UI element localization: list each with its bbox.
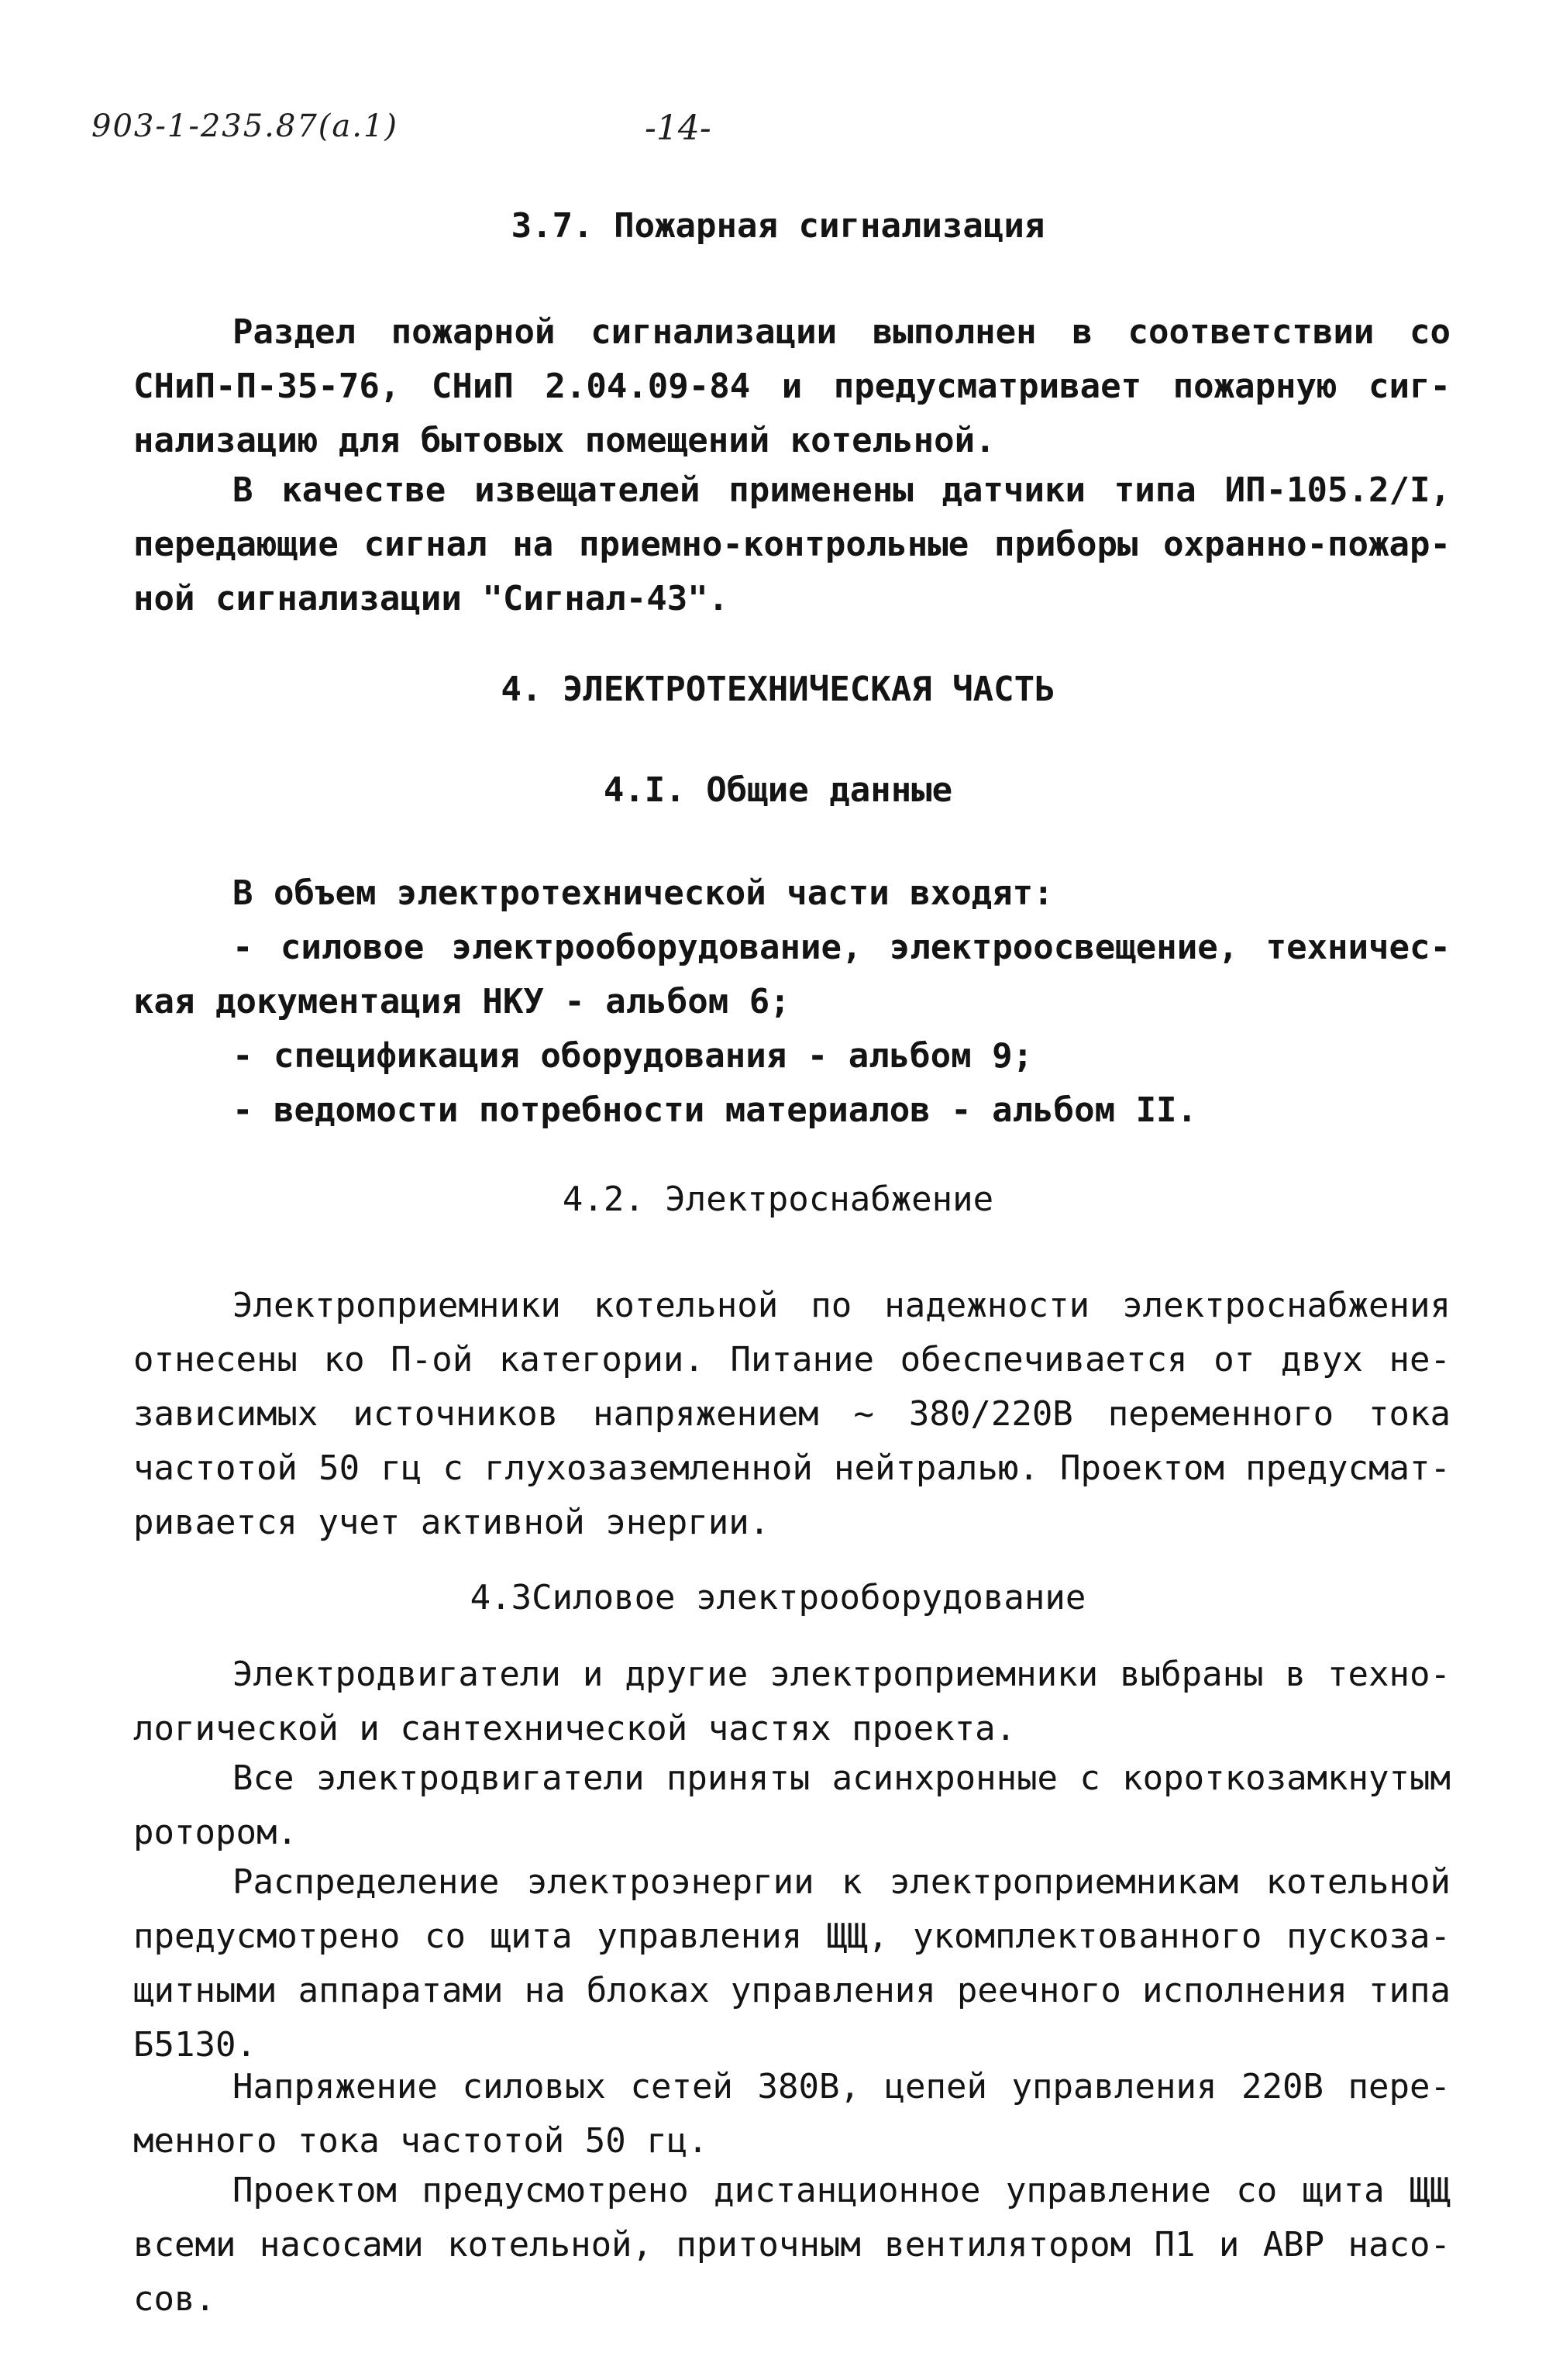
paragraph-remote-control — [133, 2164, 1451, 2327]
paragraph-general-data — [133, 866, 1451, 1138]
text-line: Напряжение силовых сетей 380В, цепей управления 220В пере- — [232, 2067, 1451, 2106]
text-line: всеми насосами котельной, приточным вентилятором П1 и АВР насо- — [133, 2225, 1451, 2265]
text-line: В объем электротехнической части входят: — [232, 873, 1054, 913]
text-line: кая документация НКУ - альбом 6; — [133, 982, 790, 1021]
section-heading-4-1: 4.I. Общие данные — [603, 770, 953, 810]
paragraph-motors-selection — [133, 1648, 1451, 1756]
text-line: Электроприемники котельной по надежности электроснабжения — [232, 1286, 1451, 1325]
text-line: частотой 50 гц с глухозаземленной нейтралью. Проектом предусмат- — [133, 1448, 1451, 1488]
text-line: Распределение электроэнергии к электроприемникам котельной — [232, 1862, 1451, 1902]
text-line: Б5130. — [133, 2025, 256, 2065]
document-code: 903-1-235.87(а.1) — [91, 108, 399, 144]
text-line: предусмотрено со щита управления ЩЩ, укомплектованного пускоза- — [133, 1917, 1451, 1956]
text-line: Электродвигатели и другие электроприемники выбраны в техно- — [232, 1655, 1451, 1694]
section-heading-4-2: 4.2. Электроснабжение — [562, 1180, 994, 1219]
text-line: Раздел пожарной сигнализации выполнен в соответствии со — [232, 312, 1451, 352]
section-heading-4-3: 4.3Силовое электрооборудование — [470, 1578, 1086, 1617]
paragraph-power-distribution — [133, 1855, 1451, 2072]
text-line: нализацию для бытовых помещений котельной. — [133, 421, 996, 460]
paragraph-power-supply — [133, 1279, 1451, 1550]
list-item: - спецификация оборудования - альбом 9; — [232, 1036, 1034, 1076]
text-line: ротором. — [133, 1813, 298, 1852]
section-heading-3-7: 3.7. Пожарная сигнализация — [511, 206, 1045, 246]
paragraph-fire-detectors — [133, 463, 1451, 626]
paragraph-fire-alarm-scope — [133, 305, 1451, 468]
text-line: отнесены ко П-ой категории. Питание обеспечивается от двух не- — [133, 1340, 1451, 1379]
text-line: сов. — [133, 2279, 215, 2319]
text-line: ной сигнализации "Сигнал-43". — [133, 579, 729, 618]
text-line: ривается учет активной энергии. — [133, 1503, 770, 1542]
text-line: СНиП-П-35-76, СНиП 2.04.09-84 и предусматривает пожарную сиг- — [133, 367, 1451, 406]
text-line: Все электродвигатели приняты асинхронные с короткозамкнутым — [232, 1758, 1451, 1798]
list-item: - силовое электрооборудование, электроосвещение, техничес- — [232, 928, 1451, 967]
text-line: логической и сантехнической частях проекта. — [133, 1709, 1017, 1748]
paragraph-voltage — [133, 2060, 1451, 2168]
text-line: В качестве извещателей применены датчики типа ИП-105.2/I, — [232, 470, 1451, 510]
text-line: менного тока частотой 50 гц. — [133, 2121, 708, 2161]
text-line: щитными аппаратами на блоках управления реечного исполнения типа — [133, 1971, 1451, 2010]
text-line: зависимых источников напряжением ~ 380/220В переменного тока — [133, 1394, 1451, 1434]
list-item: - ведомости потребности материалов - альбом II. — [232, 1090, 1198, 1130]
paragraph-motors-type — [133, 1751, 1451, 1860]
text-line: передающие сигнал на приемно-контрольные приборы охранно-пожар- — [133, 525, 1451, 564]
page-number: -14- — [645, 108, 711, 148]
text-line: Проектом предусмотрено дистанционное управление со щита ЩЩ — [232, 2171, 1451, 2210]
section-heading-4: 4. ЭЛЕКТРОТЕХНИЧЕСКАЯ ЧАСТЬ — [501, 670, 1055, 709]
